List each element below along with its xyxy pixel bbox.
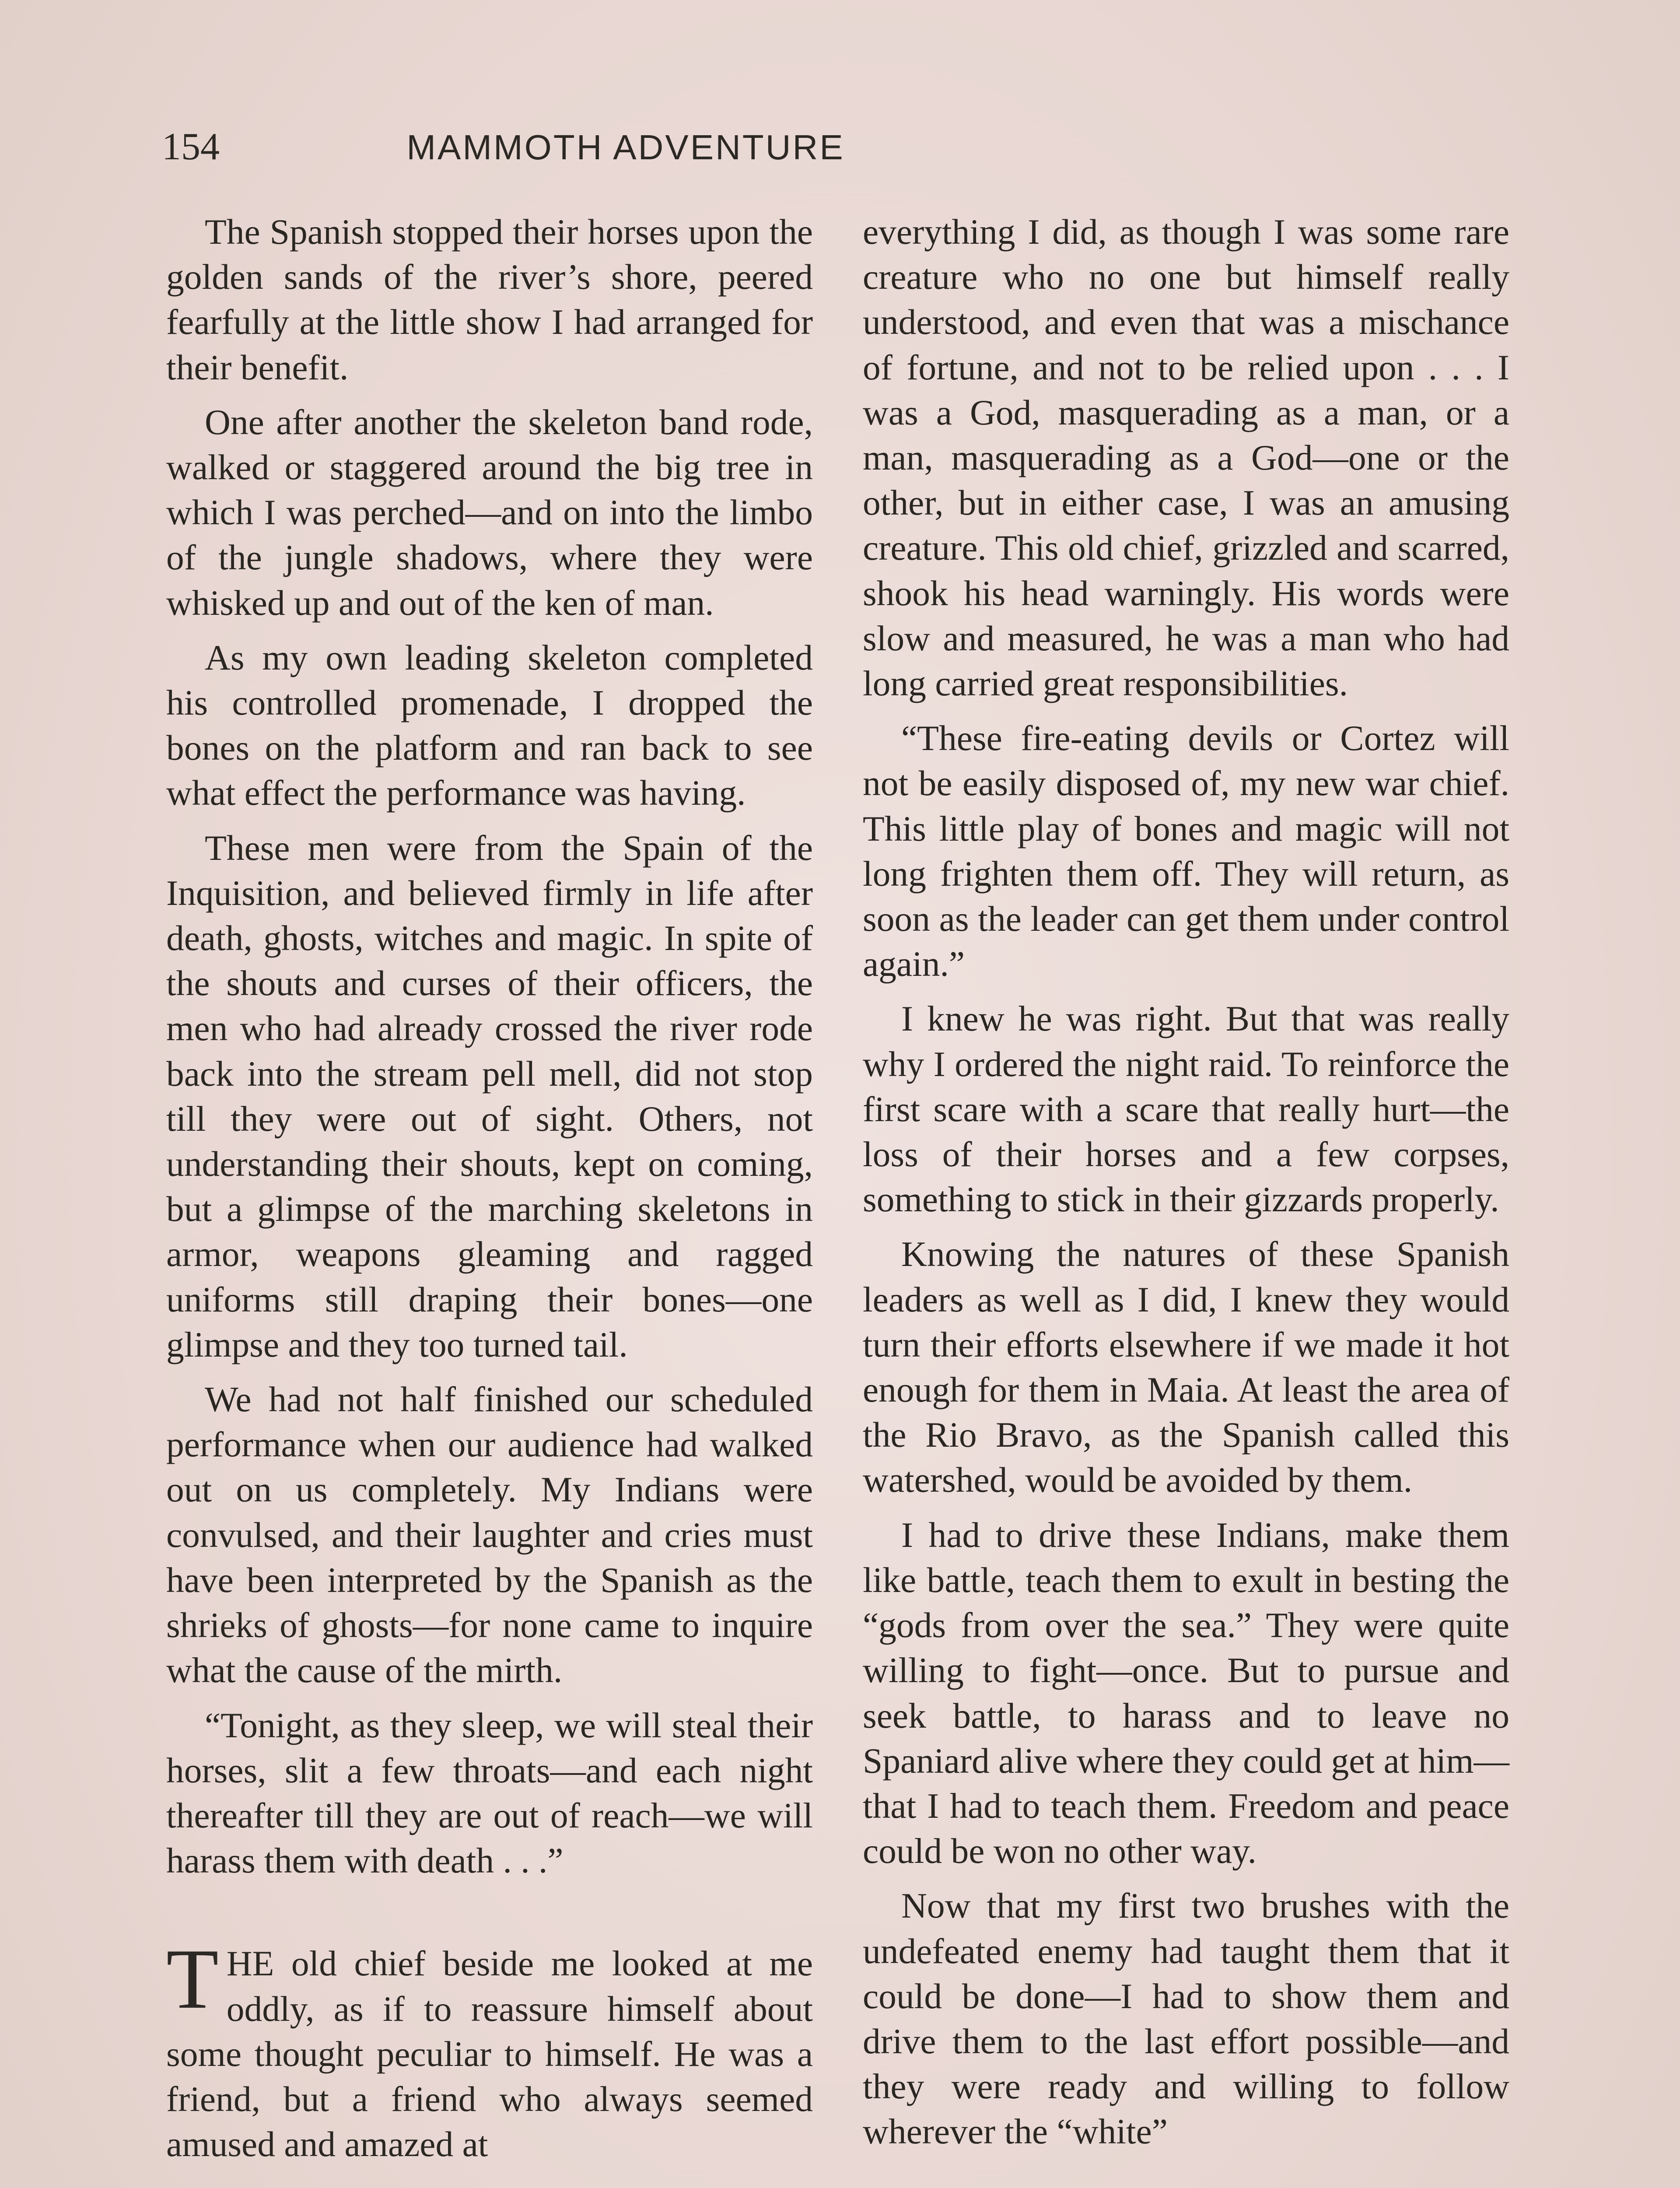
right-text-column [863, 209, 1509, 2154]
page-number: 154 [162, 126, 220, 168]
paragraph: everything I did, as though I was some rare creature who no one but himself really understood, and even that was a mischance of fortune, and not to be relied upon . . . I was a God, masquerading as a man, or a man, masquerading as a God—one or the other, but in either case, I was an amusing creature. This old chief, grizzled and scarred, shook his head warningly. His words were slow and measured, he was a man who had long carried great responsibilities. [863, 212, 1509, 704]
running-title: MAMMOTH ADVENTURE [406, 128, 845, 167]
paragraph: I knew he was right. But that was really why I ordered the night raid. To reinforce the first scare with a scare that really hurt—the loss of their horses and a few corpses, something to stick in their gizzards properly. [863, 999, 1509, 1220]
paragraph: As my own leading skeleton completed his controlled promenade, I dropped the bones on the platform and ran back to see what effect the performance was having. [166, 637, 813, 813]
paragraph: The Spanish stopped their horses upon the golden sands of the river’s shore, peered fearfully at the little show I had arranged for their benefit. [166, 212, 813, 387]
dropcap-paragraph [166, 1932, 813, 2167]
paragraph: “Tonight, as they sleep, we will steal their horses, slit a few throats—and each night thereafter till they are out of reach—we will harass them with death . . .” [166, 1705, 813, 1881]
paragraph: We had not half finished our scheduled performance when our audience had walked out on us completely. My Indians were convulsed, and their laughter and cries must have been interpreted by the Spanish as the shrieks of ghosts—for none came to inquire what the cause of the mirth. [166, 1379, 813, 1690]
drop-cap-letter: T [166, 1932, 219, 2027]
paragraph: One after another the skeleton band rode, walked or staggered around the big tree in which I was perched—and on into the limbo of the jungle shadows, where they were whisked up and out of the ken of man. [166, 402, 813, 623]
paragraph: “These fire-eating devils or Cortez will not be easily disposed of, my new war chief. This little play of bones and magic will not long frighten them off. They will return, as soon as the leader can get them under control again.” [863, 718, 1509, 984]
page-header [162, 125, 1059, 177]
paragraph: These men were from the Spain of the Inquisition, and believed firmly in life after death, ghosts, witches and magic. In spite of the shouts and curses of their officers, the men who had already crossed the river rode back into the stream pell mell, did not stop till they were out of sight. Others, not understanding their shouts, kept on coming, but a glimpse of the marching skeletons in armor, weapons gleaming and ragged uniforms still draping their bones—one glimpse and they too turned tail. [166, 828, 813, 1364]
left-text-column [166, 209, 813, 2167]
paragraph: Knowing the natures of these Spanish leaders as well as I did, I knew they would turn their efforts elsewhere if we made it hot enough for them in Maia. At least the area of the Rio Bravo, as the Spanish called this watershed, would be avoided by them. [863, 1234, 1509, 1500]
paragraph-text: HE old chief beside me looked at me oddly, as if to reassure himself about some thought peculiar to himself. He was a friend, but a friend who always seemed amused and amazed at [166, 1943, 813, 2164]
paragraph: Now that my first two brushes with the undefeated enemy had taught them that it could be done—I had to show them and drive them to the last effort possible—and they were ready and willing to follow wherever the “white” [863, 1886, 1509, 2152]
paragraph: I had to drive these Indians, make them like battle, teach them to exult in besting the “gods from over the sea.” They were quite willing to fight—once. But to pursue and seek battle, to harass and to leave no Spaniard alive where they could get at him—that I had to teach them. Freedom and peace could be won no other way. [863, 1515, 1509, 1871]
